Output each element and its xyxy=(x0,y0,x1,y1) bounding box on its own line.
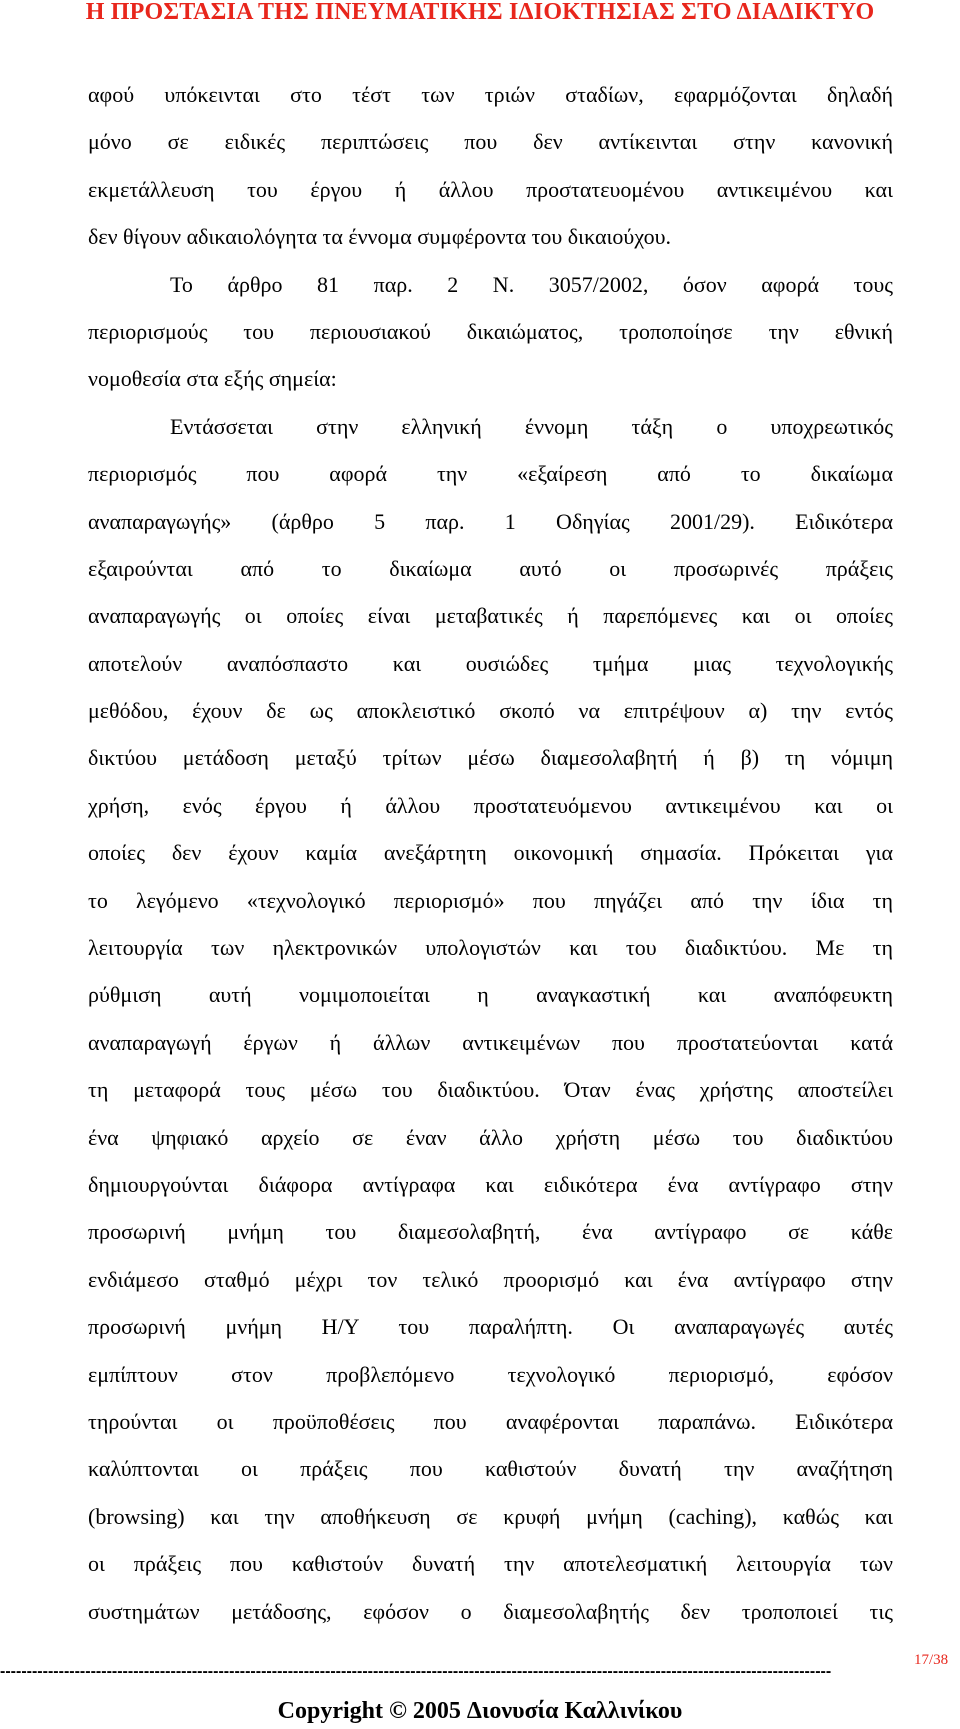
body-line: προσωρινή μνήμη του διαμεσολαβητή, ένα αντίγραφο σε κάθε xyxy=(88,1219,893,1245)
body-line: αναπαραγωγή έργων ή άλλων αντικειμένων που προστατεύονται κατά xyxy=(88,1029,893,1055)
body-line: (browsing) και την αποθήκευση σε κρυφή μνήμη (caching), καθώς και xyxy=(88,1503,893,1529)
body-line: εκμετάλλευση του έργου ή άλλου προστατευομένου αντικειμένου και xyxy=(88,176,893,202)
body-line: αποτελούν αναπόσπαστο και ουσιώδες τμήμα μιας τεχνολογικής xyxy=(88,650,893,676)
body-line: Εντάσσεται στην ελληνική έννομη τάξη ο υποχρεωτικός xyxy=(170,413,893,439)
copyright-footer: Copyright © 2005 Διονυσία Καλλινίκου xyxy=(277,1698,683,1724)
body-line: περιορισμός που αφορά την «εξαίρεση από το δικαίωμα xyxy=(88,461,893,487)
body-line: αφού υπόκεινται στο τέστ των τριών σταδίων, εφαρμόζονται δηλαδή xyxy=(88,82,893,107)
body-line: χρήση, ενός έργου ή άλλου προστατευόμενου αντικειμένου και οι xyxy=(88,792,893,818)
body-line: αναπαραγωγής οι οποίες είναι μεταβατικές ή παρεπόμενες και οι οποίες xyxy=(88,603,893,629)
body-line: αναπαραγωγής» (άρθρο 5 παρ. 1 Οδηγίας 2001/29). Ειδικότερα xyxy=(88,508,893,534)
body-line: εξαιρούνται από το δικαίωμα αυτό οι προσωρινές πράξεις xyxy=(88,555,893,581)
footer-rule: ------------------------------------------------------------------------------------------------------------------------------------------------------------ xyxy=(0,1663,832,1680)
body-line: οι πράξεις που καθιστούν δυνατή την αποτελεσματική λειτουργία των xyxy=(88,1551,893,1577)
body-line: ρύθμιση αυτή νομιμοποιείται η αναγκαστική και αναπόφευκτη xyxy=(88,982,893,1008)
body-line: Το άρθρο 81 παρ. 2 Ν. 3057/2002, όσον αφορά τους xyxy=(170,271,893,297)
body-line: νομοθεσία στα εξής σημεία: xyxy=(88,366,337,392)
running-header: Η ΠΡΟΣΤΑΣΙΑ ΤΗΣ ΠΝΕΥΜΑΤΙΚΗΣ ΙΔΙΟΚΤΗΣΙΑΣ ΣΤΟ ΔΙΑΔΙΚΤΥΟ xyxy=(85,0,875,25)
body-line: τηρούνται οι προϋποθέσεις που αναφέρονται παραπάνω. Ειδικότερα xyxy=(88,1408,893,1434)
body-line: ένα ψηφιακό αρχείο σε έναν άλλο χρήστη μέσω του διαδικτύου xyxy=(88,1124,893,1150)
body-line: δικτύου μετάδοση μεταξύ τρίτων μέσω διαμεσολαβητή ή β) τη νόμιμη xyxy=(88,745,893,771)
body-line: λειτουργία των ηλεκτρονικών υπολογιστών και του διαδικτύου. Με τη xyxy=(88,935,893,961)
body-line: προσωρινή μνήμη Η/Υ του παραλήπτη. Οι αναπαραγωγές αυτές xyxy=(88,1314,893,1340)
body-line: τη μεταφορά τους μέσω του διαδικτύου. Όταν ένας χρήστης αποστείλει xyxy=(88,1077,893,1103)
body-line: δημιουργούνται διάφορα αντίγραφα και ειδικότερα ένα αντίγραφο στην xyxy=(88,1171,893,1197)
body-line: ενδιάμεσο σταθμό μέχρι τον τελικό προορισμό και ένα αντίγραφο στην xyxy=(88,1266,893,1292)
body-line: καλύπτονται οι πράξεις που καθιστούν δυνατή την αναζήτηση xyxy=(88,1456,893,1482)
body-line: οποίες δεν έχουν καμία ανεξάρτητη οικονομική σημασία. Πρόκειται για xyxy=(88,840,893,866)
body-line: το λεγόμενο «τεχνολογικό περιορισμό» που πηγάζει από την ίδια τη xyxy=(88,887,893,913)
body-line: περιορισμούς του περιουσιακού δικαιώματος, τροποποίησε την εθνική xyxy=(88,318,893,344)
body-line: μεθόδου, έχουν δε ως αποκλειστικό σκοπό να επιτρέψουν α) την εντός xyxy=(88,698,893,724)
page-number: 17/38 xyxy=(914,1652,949,1668)
body-line: δεν θίγουν αδικαιολόγητα τα έννομα συμφέροντα του δικαιούχου. xyxy=(88,224,671,250)
body-line: εμπίπτουν στον προβλεπόμενο τεχνολογικό περιορισμό, εφόσον xyxy=(88,1361,893,1387)
document-body xyxy=(88,71,893,1635)
body-line: συστημάτων μετάδοσης, εφόσον ο διαμεσολαβητής δεν τροποποιεί τις xyxy=(88,1598,893,1624)
body-line: μόνο σε ειδικές περιπτώσεις που δεν αντίκεινται στην κανονική xyxy=(88,129,893,155)
